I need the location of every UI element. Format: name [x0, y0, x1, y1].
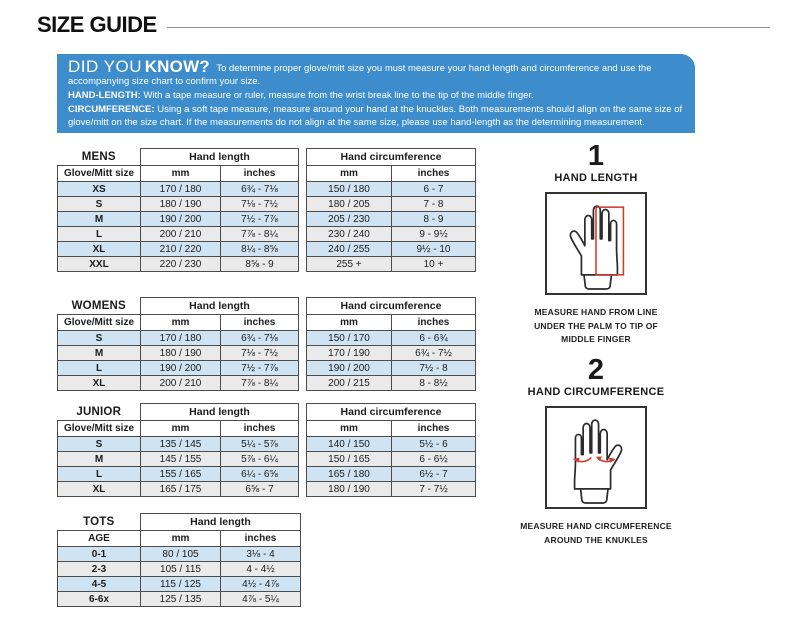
inches-header: inches [392, 421, 476, 437]
value-cell: 200 / 210 [141, 376, 221, 391]
size-cell: 2-3 [58, 562, 141, 577]
size-table [57, 513, 301, 607]
hand-length-header: Hand length [141, 404, 299, 421]
table-row [58, 227, 476, 242]
column-gap [299, 421, 307, 437]
group-name: MENS [81, 150, 116, 163]
value-cell: 205 / 230 [307, 212, 392, 227]
column-gap [299, 315, 307, 331]
value-cell: 6¾ - 7½ [392, 346, 476, 361]
value-cell: 3⅛ - 4 [221, 547, 301, 562]
column-gap [299, 452, 307, 467]
mm-header: mm [141, 531, 221, 547]
inches-header: inches [221, 421, 299, 437]
value-cell: 6⅝ - 7 [221, 482, 299, 497]
value-cell: 140 / 150 [307, 437, 392, 452]
size-column-header: AGE [58, 531, 141, 547]
info-circumference-line [68, 103, 683, 129]
group-name: JUNIOR [76, 405, 122, 418]
value-cell: 150 / 170 [307, 331, 392, 346]
table-row [58, 547, 301, 562]
column-gap [299, 197, 307, 212]
size-cell: M [58, 212, 141, 227]
value-cell: 6 - 6¾ [392, 331, 476, 346]
inches-header: inches [221, 315, 299, 331]
column-gap [299, 212, 307, 227]
did-you-heading-light: DID YOU [68, 57, 143, 76]
unit-header-row [58, 166, 476, 182]
size-table [57, 403, 476, 497]
size-column-header: Glove/Mitt size [58, 166, 141, 182]
value-cell: 180 / 190 [141, 346, 221, 361]
hand-circumference-illustration-box [545, 406, 647, 509]
measure-step-hand-circumference [512, 355, 680, 547]
step-caption: MEASURE HAND CIRCUMFERENCE AROUND THE KNUKLES [520, 521, 672, 545]
info-intro-text: To determine proper glove/mitt size you must measure your hand length and circumference and use the accompanying size chart to confirm your size. [68, 63, 652, 87]
table-row [58, 592, 301, 607]
value-cell: 5⅞ - 6¼ [221, 452, 299, 467]
junior-size-table [57, 403, 476, 497]
size-cell: 0-1 [58, 547, 141, 562]
unit-header-row [58, 531, 301, 547]
column-gap [299, 166, 307, 182]
did-you-heading-bold: KNOW? [144, 57, 210, 76]
table-row [58, 467, 476, 482]
column-gap [299, 257, 307, 272]
circumference-label: CIRCUMFERENCE: [68, 104, 155, 115]
value-cell: 5¼ - 5⅞ [221, 437, 299, 452]
did-you-know-panel [57, 54, 695, 133]
size-cell: L [58, 467, 141, 482]
table-row [58, 346, 476, 361]
hand-length-header: Hand length [141, 298, 299, 315]
circumference-text: Using a soft tape measure, measure around your hand at the knuckles. Both measurements should align on the same size of glove/mitt on the size chart. If the measurements do not align at the same size, please use hand-length as the determining measurement. [68, 104, 683, 128]
size-cell: L [58, 361, 141, 376]
group-header-row [58, 404, 476, 421]
value-cell: 80 / 105 [141, 547, 221, 562]
value-cell: 145 / 155 [141, 452, 221, 467]
group-header-row [58, 514, 301, 531]
hand-length-icon [552, 196, 640, 292]
value-cell: 10 + [392, 257, 476, 272]
table-row [58, 361, 476, 376]
column-gap [299, 376, 307, 391]
inches-header: inches [221, 531, 301, 547]
group-header-row [58, 149, 476, 166]
value-cell: 150 / 180 [307, 182, 392, 197]
unit-header-row [58, 421, 476, 437]
value-cell: 7½ - 7⅞ [221, 212, 299, 227]
value-cell: 115 / 125 [141, 577, 221, 592]
value-cell: 190 / 200 [141, 361, 221, 376]
value-cell: 170 / 180 [141, 331, 221, 346]
value-cell: 135 / 145 [141, 437, 221, 452]
value-cell: 8¼ - 8⅝ [221, 242, 299, 257]
table-row [58, 452, 476, 467]
hand-length-text: With a tape measure or ruler, measure from the wrist break line to the tip of the middle finger. [143, 90, 534, 101]
mm-header: mm [141, 421, 221, 437]
mens-size-table [57, 148, 476, 272]
value-cell: 6¾ - 7⅛ [221, 331, 299, 346]
value-cell: 7⅞ - 8¼ [221, 227, 299, 242]
value-cell: 230 / 240 [307, 227, 392, 242]
page-title: SIZE GUIDE [37, 12, 157, 37]
value-cell: 170 / 180 [141, 182, 221, 197]
value-cell: 7½ - 8 [392, 361, 476, 376]
column-gap [299, 361, 307, 376]
column-gap [299, 298, 307, 315]
tots-size-table [57, 513, 301, 607]
info-hand-length-line [68, 89, 683, 102]
inches-header: inches [392, 166, 476, 182]
column-gap [299, 404, 307, 421]
column-gap [299, 482, 307, 497]
value-cell: 4 - 4½ [221, 562, 301, 577]
womens-size-table [57, 297, 476, 391]
hand-circumference-header: Hand circumference [307, 404, 476, 421]
value-cell: 105 / 115 [141, 562, 221, 577]
hand-circumference-header: Hand circumference [307, 298, 476, 315]
size-cell: XL [58, 482, 141, 497]
column-gap [299, 149, 307, 166]
column-gap [299, 346, 307, 361]
value-cell: 7⅛ - 7½ [221, 346, 299, 361]
value-cell: 180 / 190 [141, 197, 221, 212]
size-cell: L [58, 227, 141, 242]
hand-circumference-header: Hand circumference [307, 149, 476, 166]
value-cell: 6 - 7 [392, 182, 476, 197]
column-gap [299, 182, 307, 197]
table-row [58, 182, 476, 197]
step-number: 1 [587, 140, 605, 172]
size-cell: XS [58, 182, 141, 197]
size-column-header: Glove/Mitt size [58, 315, 141, 331]
hand-circumference-icon [552, 410, 640, 506]
table-row [58, 562, 301, 577]
value-cell: 165 / 180 [307, 467, 392, 482]
size-cell: XXL [58, 257, 141, 272]
size-cell: XL [58, 376, 141, 391]
value-cell: 255 + [307, 257, 392, 272]
table-row [58, 437, 476, 452]
group-name: WOMENS [71, 299, 126, 312]
size-cell: 4-5 [58, 577, 141, 592]
value-cell: 6½ - 7 [392, 467, 476, 482]
inches-header: inches [221, 166, 299, 182]
table-row [58, 331, 476, 346]
value-cell: 170 / 190 [307, 346, 392, 361]
column-gap [299, 467, 307, 482]
value-cell: 190 / 200 [141, 212, 221, 227]
column-gap [299, 242, 307, 257]
value-cell: 6¾ - 7⅛ [221, 182, 299, 197]
mm-header: mm [307, 315, 392, 331]
measure-step-hand-length [512, 141, 680, 346]
hand-length-header: Hand length [141, 514, 301, 531]
value-cell: 7⅞ - 8¼ [221, 376, 299, 391]
value-cell: 190 / 200 [307, 361, 392, 376]
header-rule [167, 27, 770, 28]
value-cell: 9 - 9½ [392, 227, 476, 242]
value-cell: 150 / 165 [307, 452, 392, 467]
column-gap [299, 227, 307, 242]
size-cell: S [58, 331, 141, 346]
size-table [57, 148, 476, 272]
step-title: HAND LENGTH [554, 172, 638, 185]
value-cell: 165 / 175 [141, 482, 221, 497]
size-cell: S [58, 197, 141, 212]
size-cell: M [58, 346, 141, 361]
value-cell: 9½ - 10 [392, 242, 476, 257]
step-title: HAND CIRCUMFERENCE [527, 386, 665, 399]
value-cell: 6 - 6½ [392, 452, 476, 467]
size-cell: XL [58, 242, 141, 257]
value-cell: 4⅞ - 5¼ [221, 592, 301, 607]
value-cell: 7⅛ - 7½ [221, 197, 299, 212]
table-row [58, 376, 476, 391]
value-cell: 155 / 165 [141, 467, 221, 482]
value-cell: 4½ - 4⅞ [221, 577, 301, 592]
value-cell: 125 / 135 [141, 592, 221, 607]
step-caption: MEASURE HAND FROM LINE UNDER THE PALM TO TIP OF MIDDLE FINGER [534, 307, 658, 344]
size-cell: M [58, 452, 141, 467]
size-column-header: Glove/Mitt size [58, 421, 141, 437]
value-cell: 5½ - 6 [392, 437, 476, 452]
value-cell: 8⅝ - 9 [221, 257, 299, 272]
page-header [37, 12, 770, 38]
value-cell: 7 - 8 [392, 197, 476, 212]
value-cell: 7 - 7½ [392, 482, 476, 497]
mm-header: mm [141, 166, 221, 182]
value-cell: 180 / 205 [307, 197, 392, 212]
table-row [58, 577, 301, 592]
step-number: 2 [587, 354, 605, 386]
table-row [58, 482, 476, 497]
value-cell: 200 / 210 [141, 227, 221, 242]
table-row [58, 212, 476, 227]
info-intro-line [68, 57, 683, 88]
group-name: TOTS [83, 515, 115, 528]
table-row [58, 197, 476, 212]
hand-length-illustration-box [545, 192, 647, 295]
value-cell: 220 / 230 [141, 257, 221, 272]
value-cell: 210 / 220 [141, 242, 221, 257]
value-cell: 8 - 9 [392, 212, 476, 227]
hand-length-label: HAND-LENGTH: [68, 90, 141, 101]
column-gap [299, 331, 307, 346]
size-table [57, 297, 476, 391]
hand-length-header: Hand length [141, 149, 299, 166]
size-cell: S [58, 437, 141, 452]
table-row [58, 257, 476, 272]
column-gap [299, 437, 307, 452]
value-cell: 6¼ - 6⅝ [221, 467, 299, 482]
inches-header: inches [392, 315, 476, 331]
mm-header: mm [307, 421, 392, 437]
value-cell: 180 / 190 [307, 482, 392, 497]
unit-header-row [58, 315, 476, 331]
group-header-row [58, 298, 476, 315]
mm-header: mm [141, 315, 221, 331]
value-cell: 240 / 255 [307, 242, 392, 257]
value-cell: 8 - 8½ [392, 376, 476, 391]
value-cell: 200 / 215 [307, 376, 392, 391]
size-cell: 6-6x [58, 592, 141, 607]
value-cell: 7½ - 7⅞ [221, 361, 299, 376]
mm-header: mm [307, 166, 392, 182]
table-row [58, 242, 476, 257]
